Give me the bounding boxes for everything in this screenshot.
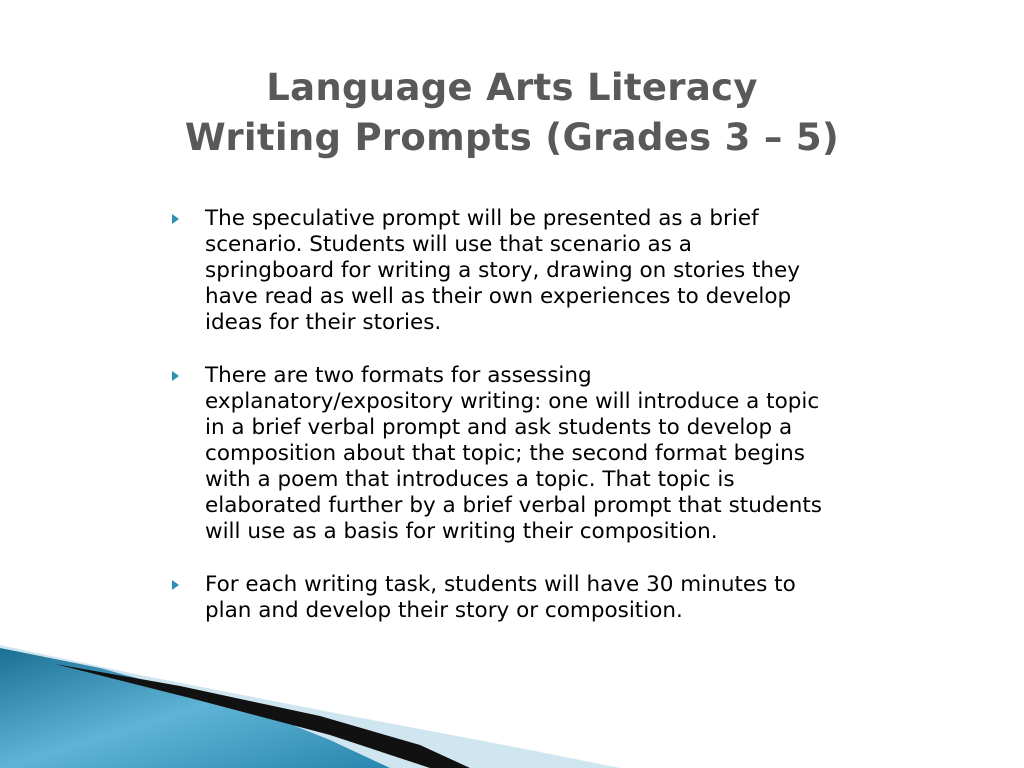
wave-blue-band (0, 648, 390, 768)
bullet-text: The speculative prompt will be presented as a brief scenario. Students will use that scenario as a springboard for writing a story, drawing on stories they have read as well as their own experiences to develop ideas for their stories. (205, 206, 800, 335)
bullet-item (172, 206, 972, 336)
triangle-right-icon (172, 214, 179, 224)
bullet-list (172, 206, 972, 651)
bullet-item (172, 572, 972, 624)
title-line-1: Language Arts Literacy (266, 65, 758, 109)
title-line-2: Writing Prompts (Grades 3 – 5) (184, 115, 840, 159)
triangle-right-icon (172, 371, 179, 381)
triangle-right-icon (172, 580, 179, 590)
bullet-text: There are two formats for assessing explanatory/expository writing: one will introduce a topic in a brief verbal prompt and ask students to develop a composition about that topic; the second format begins with a poem that introduces a topic. That topic is elaborated further by a brief verbal prompt that students will use as a basis for writing their composition. (205, 363, 822, 544)
bullet-item (172, 363, 972, 545)
bullet-text: For each writing task, students will have 30 minutes to plan and develop their story or composition. (205, 572, 796, 623)
slide-title (0, 63, 1024, 163)
